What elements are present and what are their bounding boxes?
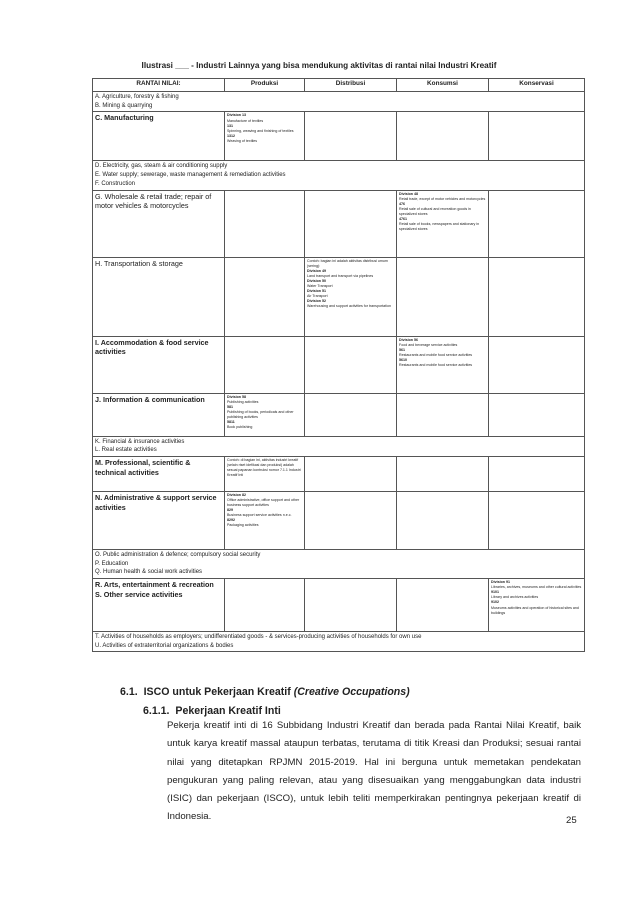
sector-h: H. Transportation & storage	[95, 258, 183, 268]
isic-code: Division 56	[399, 337, 418, 342]
header-rantai-nilai: RANTAI NILAI:	[93, 79, 225, 92]
isic-code: Division 82	[227, 492, 246, 497]
isic-description: Libraries, archives, museums and other cultural activities	[491, 585, 582, 590]
sector-l: L. Real estate activities	[95, 447, 157, 454]
page-number: 25	[566, 815, 577, 826]
isic-code: Division 58	[227, 394, 246, 399]
cell-c-produksi	[225, 112, 305, 161]
isic-description: Book publishing	[227, 425, 253, 430]
isic-code: Division 13	[227, 113, 246, 118]
isic-code: Division 49	[307, 268, 326, 273]
isic-code: 561	[399, 347, 405, 352]
row-rs	[93, 579, 585, 632]
isic-description: Retail sale of books, newspapers and stationary in specialized stores	[399, 222, 480, 232]
sector-b: B. Mining & quarrying	[95, 102, 153, 109]
header-produksi: Produksi	[225, 79, 305, 92]
isic-description: Business support service activities n.e.c.	[227, 513, 292, 518]
sector-a: A. Agriculture, forestry & fishing	[95, 94, 179, 100]
cell-n-produksi	[225, 491, 305, 549]
body-paragraph: Pekerja kreatif inti di 16 Subbidang Industri Kreatif dan berada pada Rantai Nilai Kreatif, baik untuk karya kreatif massal ataupun terbatas, terutama di titik Kreasi dan Produksi; sesuai rantai nilai yang ditetapkan RPJMN 2015-2019. Hal ini berguna untuk memetakan pendekatan pengukuran yang paling relevan, atau yang disesuaikan yang menggabungkan data industri (ISIC) dan pekerjaan (ISCO), untuk lebih teliti memperkirakan pentingnya pekerjaan kreatif di Indonesia.	[167, 720, 581, 823]
isic-description: Contoh: di bagian ini, aktivitas industri kreatif (selain riset idefikasi dan produksi) adalah sesuai papanan kontruksi nomor 7.1.1 Industri Kreatif Inti	[227, 457, 301, 478]
row-c	[93, 112, 585, 161]
section-title-6-1: ISCO untuk Pekerjaan Kreatif	[143, 686, 291, 698]
isic-description: Restaurants and mobile food service activities	[399, 352, 473, 357]
isic-code: Division 51	[307, 289, 326, 294]
isic-code: Division 50	[307, 278, 326, 283]
isic-description: Contoh: bagian ini adalah aktivitas distribusi umum (sering):	[307, 258, 388, 268]
header-konservasi: Konservasi	[489, 79, 585, 92]
sector-d: D. Electricity, gas, steam & air conditioning supply	[95, 163, 228, 170]
isic-description: Food and beverage service activities	[399, 342, 458, 347]
isic-code: 9101	[491, 590, 499, 595]
isic-code: 581	[227, 404, 233, 409]
isic-description: Retail sale of cultural and recreation goods in specialized stores	[399, 206, 471, 216]
isic-description: Weaving of textiles	[227, 138, 258, 143]
header-distribusi: Distribusi	[305, 79, 397, 92]
isic-description: Packaging activities	[227, 523, 259, 528]
cell-i-konsumsi	[397, 336, 489, 393]
sector-u: U. Activities of extraterritorial organizations & bodies	[95, 642, 234, 649]
sector-e: E. Water supply; sewerage, waste management & remediation activities	[95, 172, 286, 179]
isic-description: Library and archives activities	[491, 595, 539, 600]
sector-m: M. Professional, scientific & technical activities	[95, 457, 191, 477]
section-title-6-1-italic: (Creative Occupations)	[293, 686, 410, 698]
isic-code: 9102	[491, 600, 499, 605]
row-def	[93, 161, 585, 190]
isic-code: 8292	[227, 518, 235, 523]
isic-description: Publishing activities	[227, 399, 259, 404]
row-m	[93, 456, 585, 491]
sector-f: F. Construction	[95, 180, 136, 187]
sector-r: R. Arts, entertainment & recreation	[95, 580, 214, 590]
row-h	[93, 257, 585, 336]
row-j	[93, 393, 585, 436]
value-chain-table	[92, 78, 585, 652]
sector-o: O. Public administration & defence; compulsory social security	[95, 551, 261, 558]
sector-t: T. Activities of households as employers; undifferentiated goods - & services-producing activities of households for own use	[95, 634, 422, 641]
row-ab	[93, 92, 585, 112]
row-i	[93, 336, 585, 393]
sector-i: I. Accommodation & food service activities	[95, 337, 209, 357]
isic-description: Air Transport	[307, 294, 328, 299]
isic-description: Restaurants and mobile food service activities	[399, 362, 473, 367]
section-heading-6-1-1	[143, 705, 281, 717]
isic-description: Warehousing and support activities for transportation	[307, 304, 391, 309]
section-number-6-1-1: 6.1.1.	[143, 705, 170, 717]
cell-j-produksi	[225, 393, 305, 436]
isic-code: 5811	[227, 419, 235, 424]
isic-description: Land transport and transport via pipelines	[307, 273, 374, 278]
row-g	[93, 190, 585, 257]
sector-g: G. Wholesale & retail trade; repair of motor vehicles & motorcycles	[95, 191, 212, 211]
section-title-6-1-1: Pekerjaan Kreatif Inti	[175, 705, 281, 717]
sector-s: S. Other service activities	[95, 589, 183, 599]
cell-h-distribusi	[305, 257, 397, 336]
isic-code: 4761	[399, 216, 407, 221]
row-n	[93, 491, 585, 549]
isic-code: Division 52	[307, 299, 326, 304]
row-opq	[93, 549, 585, 578]
header-row	[93, 79, 585, 92]
section-number-6-1: 6.1.	[120, 686, 138, 698]
sector-q: Q. Human health & social work activities	[95, 569, 203, 576]
sector-j: J. Information & communication	[95, 394, 205, 404]
section-heading-6-1	[120, 686, 410, 698]
isic-description: Retail trade, except of motor vehicles and motorcycles	[399, 196, 486, 201]
row-kl	[93, 436, 585, 456]
isic-description: Publishing of books, periodicals and other publishing activities	[227, 409, 294, 419]
cell-g-konsumsi	[397, 190, 489, 257]
row-tu	[93, 632, 585, 652]
sector-n: N. Administrative & support service activities	[95, 492, 217, 512]
cell-rs-konservasi	[489, 579, 585, 632]
isic-description: Water Transport	[307, 283, 333, 288]
isic-code: 131	[227, 123, 233, 128]
isic-code: 1312	[227, 133, 235, 138]
sector-p: P. Education	[95, 560, 129, 567]
sector-c: C. Manufacturing	[95, 113, 154, 123]
cell-m-produksi	[225, 456, 305, 491]
isic-code: 476	[399, 201, 405, 206]
isic-code: 5610	[399, 357, 407, 362]
header-konsumsi: Konsumsi	[397, 79, 489, 92]
isic-code: Division 91	[491, 580, 510, 585]
isic-description: Office administrative, office support and other business support activities	[227, 498, 300, 508]
isic-code: Division 48	[399, 191, 418, 196]
isic-code: 829	[227, 508, 233, 513]
figure-caption: Ilustrasi ___ - Industri Lainnya yang bisa mendukung aktivitas di rantai nilai Industri Kreatif	[141, 61, 497, 70]
sector-k: K. Financial & insurance activities	[95, 438, 185, 445]
isic-description: Manufacture of textiles	[227, 118, 264, 123]
isic-description: Spinning, weaving and finishing of textiles	[227, 128, 294, 133]
isic-description: Museums activities and operation of historical sites and buildings	[491, 605, 579, 615]
